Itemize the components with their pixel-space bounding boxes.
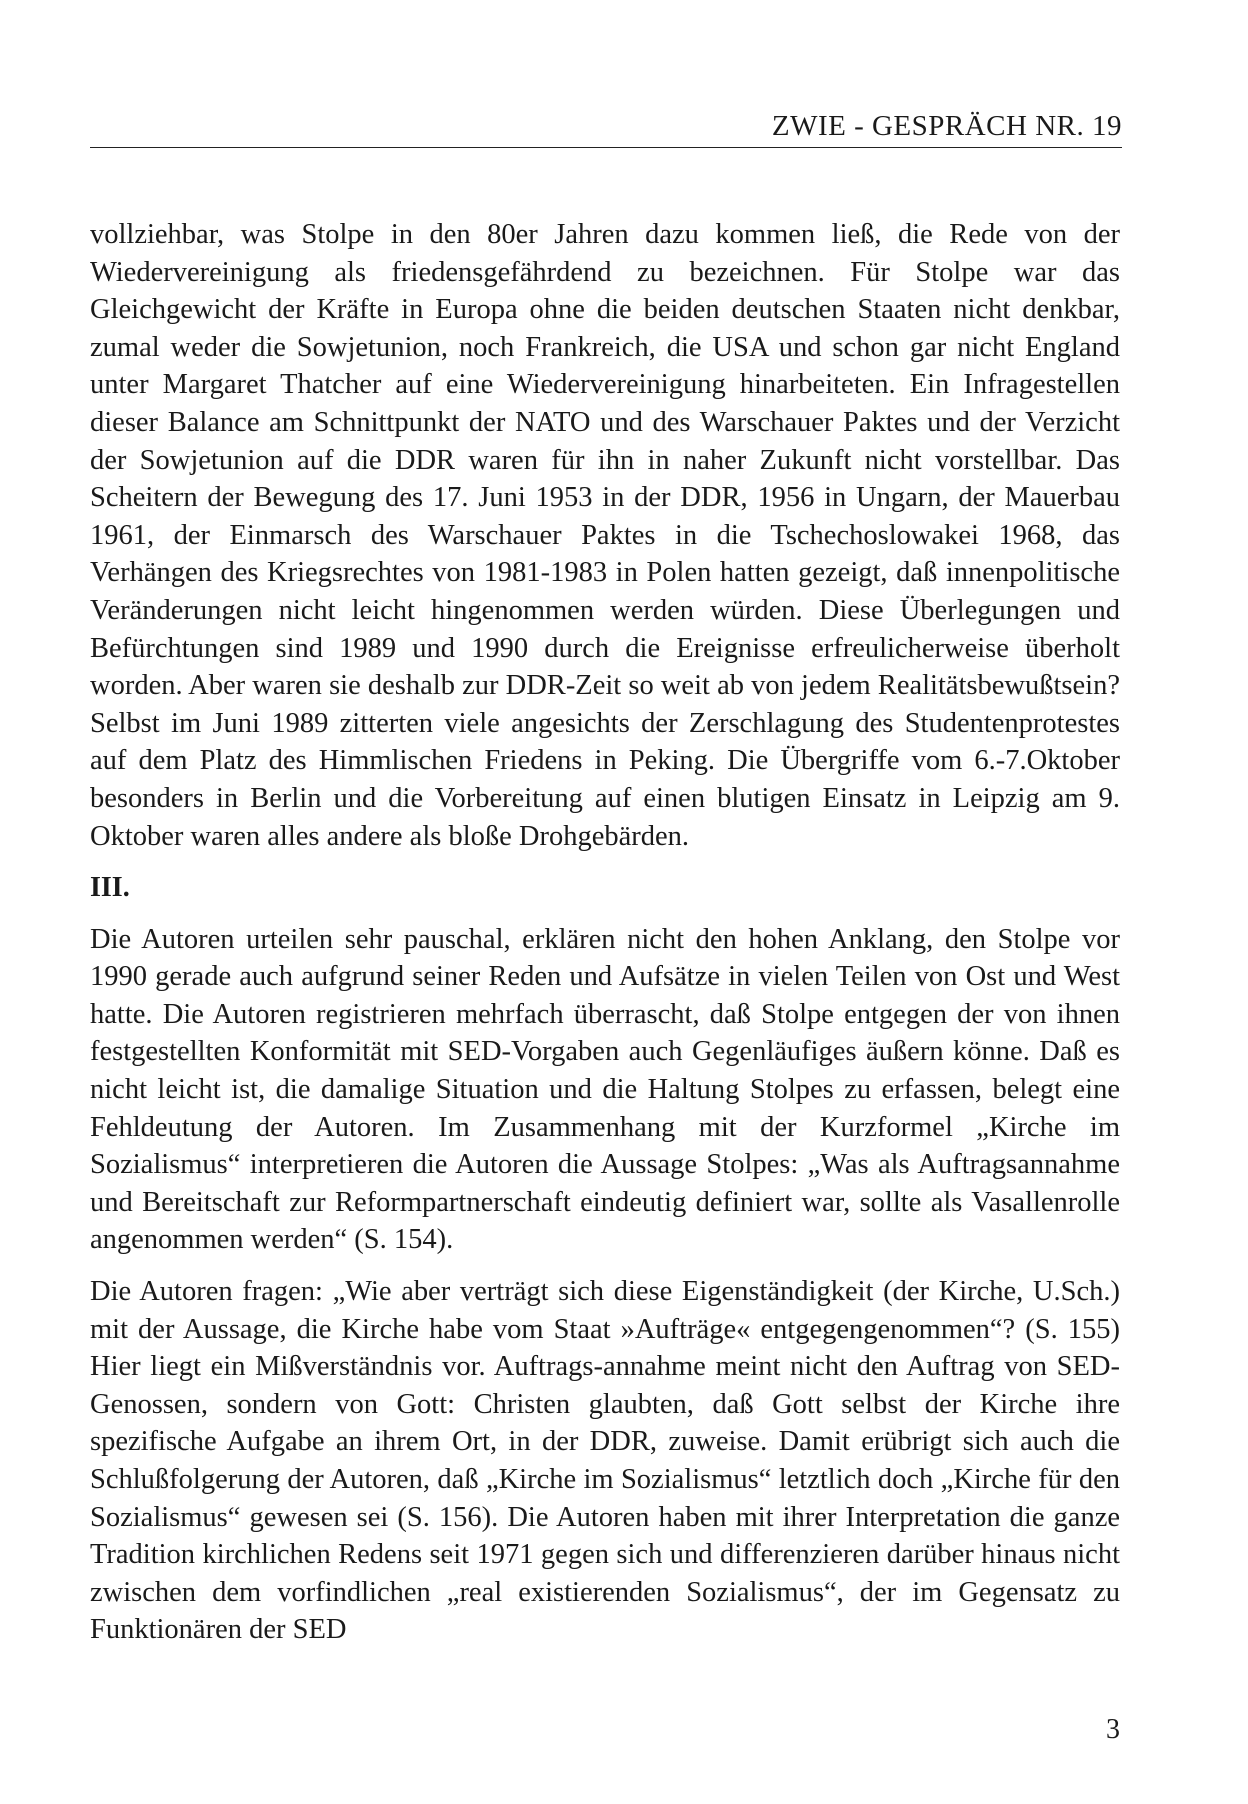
paragraph-2: Die Autoren urteilen sehr pauschal, erklären nicht den hohen Anklang, den Stolpe vor 1990 gerade auch aufgrund seiner Reden und Aufsätze in vielen Teilen von Ost und West hatte. Die Autoren registrieren mehrfach überrascht, daß Stolpe entgegen der von ihnen festgestellten Konformität mit SED-Vorgaben auch Gegenläufiges äußern könne. Daß es nicht leicht ist, die damalige Situation und die Haltung Stolpes zu erfassen, belegt eine Fehldeutung der Autoren. Im Zusammenhang mit der Kurzformel „Kirche im Sozialismus“ interpretieren die Autoren die Aussage Stolpes: „Was als Auftragsannahme und Bereitschaft zur Reformpartnerschaft eindeutig definiert war, sollte als Vasallenrolle angenommen werden“ (S. 154).	[90, 923, 1120, 1256]
paragraph-1: vollziehbar, was Stolpe in den 80er Jahren dazu kommen ließ, die Rede von der Wiedervereinigung als friedensgefährdend zu bezeichnen. Für Stolpe war das Gleichgewicht der Kräfte in Europa ohne die beiden deutschen Staaten nicht denkbar, zumal weder die Sowjetunion, noch Frankreich, die USA und schon gar nicht England unter Margaret Thatcher auf eine Wiedervereinigung hinarbeiteten. Ein Infragestellen dieser Balance am Schnittpunkt der NATO und des Warschauer Paktes und der Verzicht der Sowjetunion auf die DDR waren für ihn in naher Zukunft nicht vorstellbar. Das Scheitern der Bewegung des 17. Juni 1953 in der DDR, 1956 in Ungarn, der Mauerbau 1961, der Einmarsch des Warschauer Paktes in die Tschechoslowakei 1968, das Verhängen des Kriegsrechtes von 1981-1983 in Polen hatten gezeigt, daß innenpolitische Veränderungen nicht leicht hingenommen werden würden. Diese Überlegungen und Befürchtungen sind 1989 und 1990 durch die Ereignisse erfreulicherweise überholt worden. Aber waren sie deshalb zur DDR-Zeit so weit ab von jedem Realitätsbewußtsein? Selbst im Juni 1989 zitterten viele angesichts der Zerschlagung des Studentenprotestes auf dem Platz des Himmlischen Friedens in Peking. Die Übergriffe vom 6.-7.Oktober besonders in Berlin und die Vorbereitung auf einen blutigen Einsatz in Leipzig am 9. Oktober waren alles andere als bloße Drohgebärden.	[90, 219, 1120, 852]
header-title: ZWIE - GESPRÄCH NR. 19	[771, 110, 1122, 142]
body-text	[90, 216, 1120, 1649]
paragraph-3: Die Autoren fragen: „Wie aber verträgt sich diese Eigenständigkeit (der Kirche, U.Sch.) mit der Aussage, die Kirche habe vom Staat »Aufträge« entgegengenommen“? (S. 155) Hier liegt ein Mißverständnis vor. Auftrags-annahme meint nicht den Auftrag von SED-Genossen, sondern von Gott: Christen glaubten, daß Gott selbst der Kirche ihre spezifische Aufgabe an ihrem Ort, in der DDR, zuweise. Damit erübrigt sich auch die Schlußfolgerung der Autoren, daß „Kirche im Sozialismus“ letztlich doch „Kirche für den Sozialismus“ gewesen sei (S. 156). Die Autoren haben mit ihrer Interpretation die ganze Tradition kirchlichen Redens seit 1971 gegen sich und differenzieren darüber hinaus nicht zwischen dem vorfindlichen „real existierenden Sozialismus“, der im Gegensatz zu Funktionären der SED	[90, 1276, 1120, 1646]
section-heading: III.	[90, 872, 130, 904]
header-rule	[90, 147, 1122, 148]
page-number: 3	[1106, 1714, 1120, 1745]
running-header	[90, 108, 1122, 148]
